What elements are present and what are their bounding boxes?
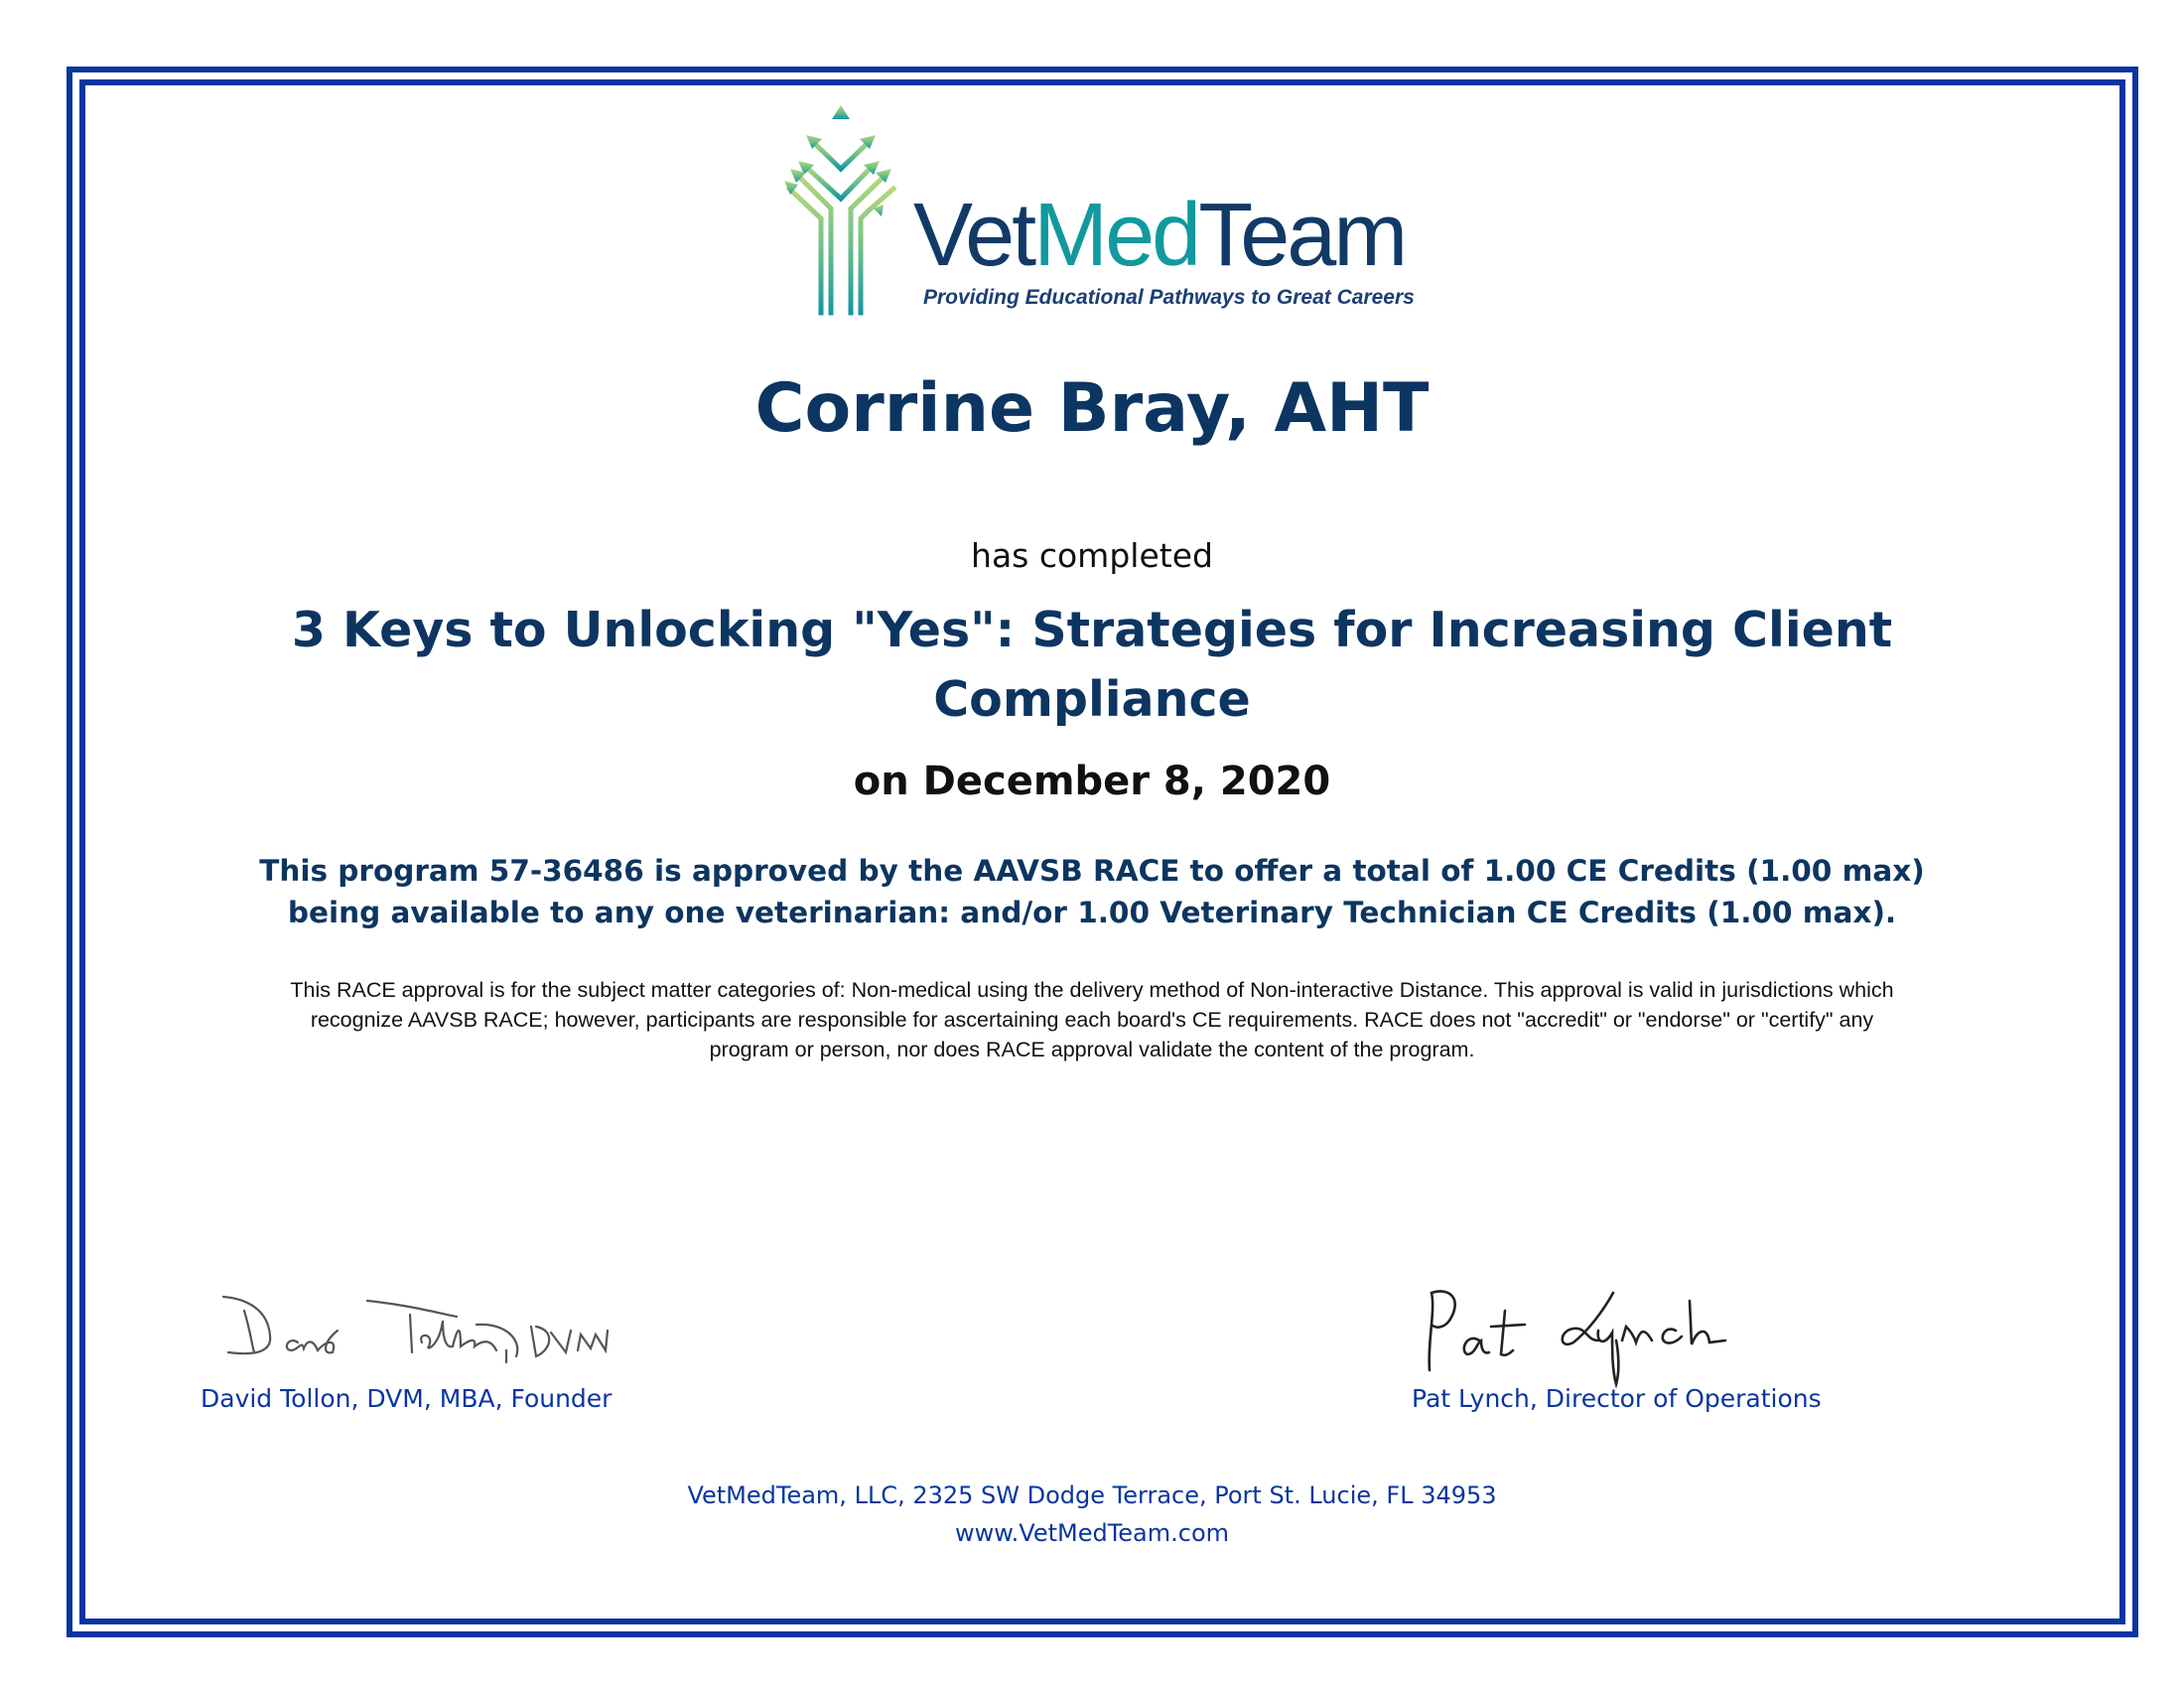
signature-pat-lynch xyxy=(1410,1281,1747,1400)
recipient-name: Corrine Bray, AHT xyxy=(754,369,1430,448)
course-title: 3 Keys to Unlocking "Yes": Strategies for Increasing Client Compliance xyxy=(291,602,1893,728)
logo-tagline: Providing Educational Pathways to Great Careers xyxy=(923,286,1415,309)
footer-address: VetMedTeam, LLC, 2325 SW Dodge Terrace, Port St. Lucie, FL 34953 xyxy=(687,1481,1497,1509)
footer xyxy=(0,1477,2184,1552)
vetmedteam-logo xyxy=(784,99,1439,328)
signature-label-director: Pat Lynch, Director of Operations xyxy=(1412,1384,1822,1413)
signature-label-founder: David Tollon, DVM, MBA, Founder xyxy=(201,1384,613,1413)
tree-arrows-icon xyxy=(784,99,923,328)
logo-wordmark xyxy=(913,186,1406,285)
race-disclaimer xyxy=(129,975,2055,1064)
signature-david-tollon xyxy=(208,1291,625,1380)
footer-website-link[interactable]: www.VetMedTeam.com xyxy=(954,1519,1230,1547)
completion-date: on December 8, 2020 xyxy=(853,759,1331,804)
logo-word-med: Med xyxy=(1033,186,1199,285)
program-approval-line-2: being available to any one veterinarian: and/or 1.00 Veterinary Technician CE Credits (1.00 max). xyxy=(287,896,1897,929)
logo-word-vet: Vet xyxy=(913,186,1034,285)
program-approval-line-1: This program 57-36486 is approved by the AAVSB RACE to offer a total of 1.00 CE Credits (1.00 max) xyxy=(259,854,1925,888)
disclaimer-line-3: program or person, nor does RACE approval validate the content of the program. xyxy=(709,1038,1475,1061)
logo-word-team: Team xyxy=(1198,186,1406,285)
program-approval xyxy=(0,850,2184,933)
has-completed-text: has completed xyxy=(971,536,1213,575)
disclaimer-line-2: recognize AAVSB RACE; however, participants are responsible for ascertaining each board's CE requirements. RACE does not "accredit" or "endorse" or "certify" any xyxy=(310,1008,1874,1032)
disclaimer-line-1: This RACE approval is for the subject matter categories of: Non-medical using the delivery method of Non-interactive Distance. This approval is valid in jurisdictions which xyxy=(290,978,1894,1002)
